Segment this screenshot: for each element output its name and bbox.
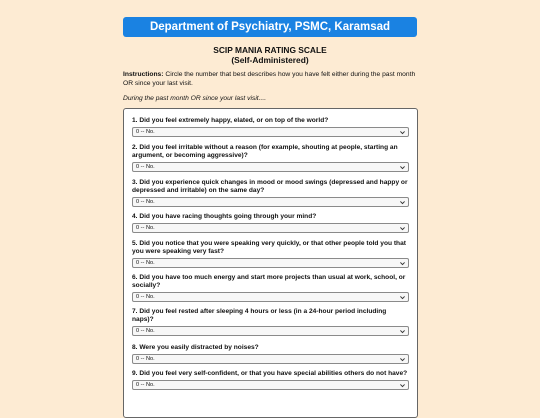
question-7 bbox=[132, 308, 409, 336]
question-label: 7. Did you feel rested after sleeping 4 hours or less (in a 24-hour period including naps)? bbox=[132, 308, 387, 323]
answer-select[interactable] bbox=[132, 223, 409, 233]
answer-select[interactable] bbox=[132, 326, 409, 336]
instructions bbox=[123, 71, 421, 88]
scale-title: SCIP MANIA RATING SCALE bbox=[213, 45, 327, 55]
question-4 bbox=[132, 213, 409, 233]
department-header bbox=[123, 17, 417, 37]
question-label: 6. Did you have too much energy and start more projects than usual at work, school, or socially? bbox=[132, 274, 406, 289]
answer-select[interactable] bbox=[132, 162, 409, 172]
answer-select[interactable] bbox=[132, 197, 409, 207]
question-3 bbox=[132, 179, 409, 207]
question-9 bbox=[132, 370, 409, 390]
question-5 bbox=[132, 240, 409, 268]
chevron-down-icon bbox=[399, 328, 406, 335]
question-label: 4. Did you have racing thoughts going through your mind? bbox=[132, 213, 317, 220]
question-8 bbox=[132, 344, 409, 364]
answer-value: 0 -- No. bbox=[136, 381, 155, 388]
answer-value: 0 -- No. bbox=[136, 293, 155, 300]
chevron-down-icon bbox=[399, 382, 406, 389]
question-label: 5. Did you notice that you were speaking very quickly, or that other people told you that you were speaking very fast? bbox=[132, 240, 406, 255]
question-2 bbox=[132, 144, 409, 172]
chevron-down-icon bbox=[399, 356, 406, 363]
chevron-down-icon bbox=[399, 260, 406, 267]
chevron-down-icon bbox=[399, 225, 406, 232]
answer-value: 0 -- No. bbox=[136, 163, 155, 170]
answer-select[interactable] bbox=[132, 292, 409, 302]
instructions-label: Instructions: bbox=[123, 71, 164, 78]
scale-heading bbox=[0, 45, 540, 65]
period-note: During the past month OR since your last visit.... bbox=[123, 95, 267, 102]
department-title: Department of Psychiatry, PSMC, Karamsad bbox=[149, 21, 391, 33]
answer-value: 0 -- No. bbox=[136, 259, 155, 266]
question-label: 9. Did you feel very self-confident, or that you have special abilities others do not have? bbox=[132, 370, 408, 377]
question-1 bbox=[132, 117, 409, 137]
question-label: 3. Did you experience quick changes in mood or mood swings (depressed and happy or depressed and irritable) on the same day? bbox=[132, 179, 408, 194]
question-label: 2. Did you feel irritable without a reason (for example, shouting at people, starting an argument, or becoming aggressive)? bbox=[132, 144, 398, 159]
questionnaire-form bbox=[123, 108, 418, 418]
chevron-down-icon bbox=[399, 129, 406, 136]
instructions-text: Circle the number that best describes how you have felt either during the past month OR since your last visit. bbox=[123, 71, 416, 87]
scale-subtitle: (Self-Administered) bbox=[231, 55, 309, 65]
answer-select[interactable] bbox=[132, 354, 409, 364]
chevron-down-icon bbox=[399, 294, 406, 301]
answer-select[interactable] bbox=[132, 380, 409, 390]
chevron-down-icon bbox=[399, 164, 406, 171]
answer-select[interactable] bbox=[132, 258, 409, 268]
question-6 bbox=[132, 274, 409, 302]
chevron-down-icon bbox=[399, 199, 406, 206]
answer-value: 0 -- No. bbox=[136, 327, 155, 334]
answer-select[interactable] bbox=[132, 127, 409, 137]
answer-value: 0 -- No. bbox=[136, 128, 155, 135]
answer-value: 0 -- No. bbox=[136, 355, 155, 362]
question-label: 8. Were you easily distracted by noises? bbox=[132, 344, 259, 351]
answer-value: 0 -- No. bbox=[136, 224, 155, 231]
question-label: 1. Did you feel extremely happy, elated, or on top of the world? bbox=[132, 117, 329, 124]
answer-value: 0 -- No. bbox=[136, 198, 155, 205]
